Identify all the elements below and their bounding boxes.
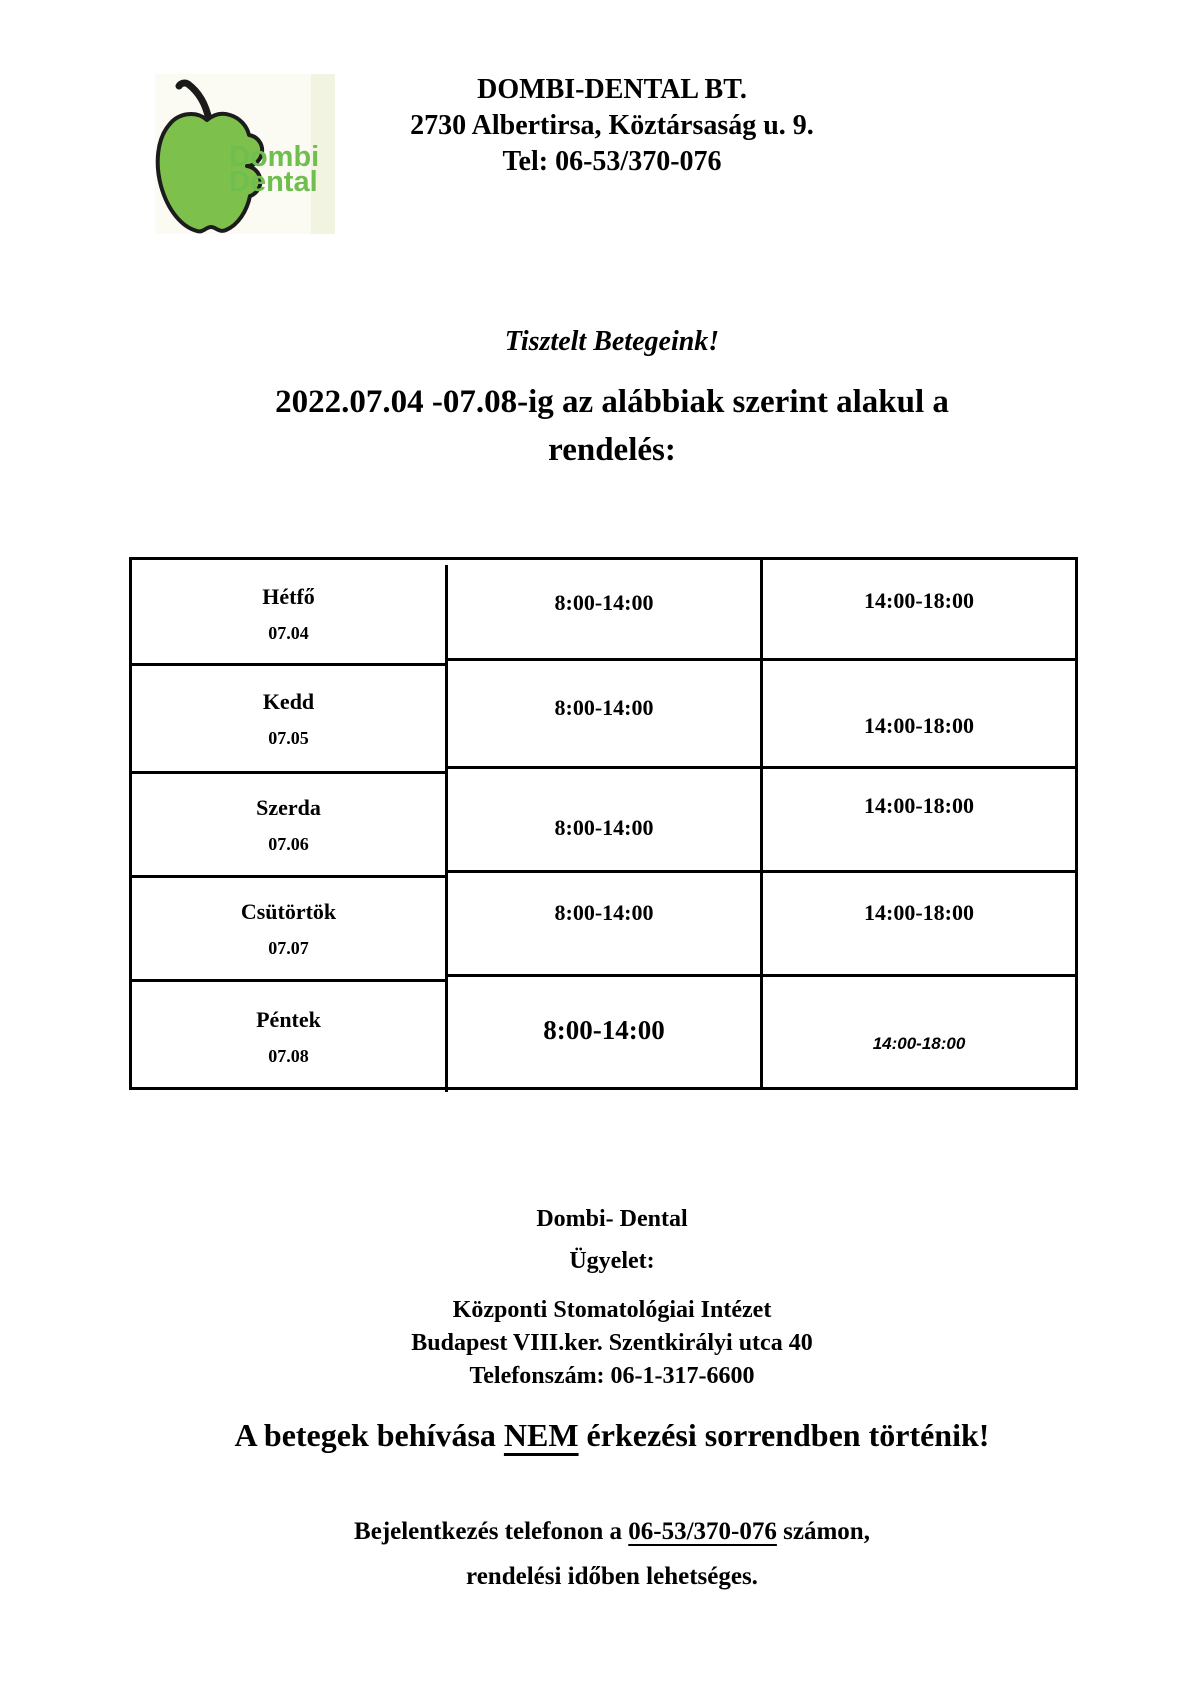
warning-prefix: A betegek behívása bbox=[234, 1417, 504, 1453]
booking-phone: 06-53/370-076 bbox=[628, 1518, 777, 1545]
day-date: 07.06 bbox=[268, 833, 309, 854]
day-date: 07.04 bbox=[268, 623, 309, 643]
afternoon-hours: 14:00-18:00 bbox=[872, 1034, 966, 1053]
calling-order-warning bbox=[130, 1417, 1094, 1454]
morning-hours-cell bbox=[448, 769, 763, 873]
company-phone: Tel: 06-53/370-076 bbox=[502, 146, 722, 177]
morning-hours-cell bbox=[448, 661, 763, 769]
afternoon-hours-cell bbox=[763, 977, 1075, 1087]
logo-text-line1: Dombi bbox=[229, 141, 320, 173]
day-date: 07.07 bbox=[268, 937, 309, 958]
duty-institute-address: Budapest VIII.ker. Szentkirályi utca 40 bbox=[411, 1330, 813, 1356]
warning-suffix: érkezési sorrendben történik! bbox=[578, 1417, 990, 1453]
schedule-table bbox=[129, 557, 1078, 1090]
booking-suffix: számon, bbox=[776, 1518, 870, 1545]
duty-clinic-name: Dombi- Dental bbox=[536, 1206, 688, 1232]
company-address: 2730 Albertirsa, Köztársaság u. 9. bbox=[410, 110, 814, 141]
company-header bbox=[130, 72, 1094, 180]
duty-label: Ügyelet: bbox=[569, 1248, 655, 1274]
duty-institute-name: Központi Stomatológiai Intézet bbox=[452, 1297, 772, 1323]
warning-emphasis: NEM bbox=[503, 1417, 579, 1453]
morning-hours: 8:00-14:00 bbox=[543, 1014, 665, 1045]
day-cell bbox=[132, 982, 448, 1092]
day-name: Péntek bbox=[256, 1007, 321, 1032]
afternoon-hours-cell bbox=[763, 769, 1075, 873]
logo-text-line2: Dental bbox=[229, 166, 318, 198]
duty-institute-block bbox=[130, 1294, 1094, 1393]
day-cell bbox=[132, 878, 448, 982]
booking-info-line1 bbox=[130, 1518, 1094, 1546]
day-date: 07.05 bbox=[268, 727, 309, 748]
day-name: Kedd bbox=[262, 688, 315, 714]
booking-prefix: Bejelentkezés telefonon a bbox=[354, 1518, 629, 1545]
afternoon-hours-cell bbox=[763, 560, 1075, 661]
day-name: Szerda bbox=[256, 794, 321, 820]
day-cell bbox=[132, 774, 448, 878]
day-cell bbox=[132, 565, 448, 666]
salutation: Tisztelt Betegeink! bbox=[504, 326, 720, 357]
day-name: Hétfő bbox=[262, 584, 315, 609]
afternoon-hours: 14:00-18:00 bbox=[864, 712, 974, 738]
notice-title-line2: rendelés: bbox=[548, 432, 676, 468]
afternoon-hours: 14:00-18:00 bbox=[864, 792, 974, 818]
morning-hours: 8:00-14:00 bbox=[554, 814, 654, 840]
booking-info-line2: rendelési időben lehetséges. bbox=[466, 1563, 758, 1590]
day-cell bbox=[132, 666, 448, 774]
notice-title-line1: 2022.07.04 -07.08-ig az alábbiak szerint alakul a bbox=[275, 384, 949, 420]
morning-hours: 8:00-14:00 bbox=[554, 899, 654, 925]
afternoon-hours-cell bbox=[763, 873, 1075, 977]
day-name: Csütörtök bbox=[240, 898, 337, 924]
morning-hours-cell bbox=[448, 873, 763, 977]
company-name: DOMBI-DENTAL BT. bbox=[477, 74, 747, 105]
afternoon-hours: 14:00-18:00 bbox=[864, 899, 974, 925]
afternoon-hours: 14:00-18:00 bbox=[864, 588, 974, 613]
notice-title bbox=[130, 378, 1094, 474]
morning-hours-cell bbox=[448, 560, 763, 661]
afternoon-hours-cell bbox=[763, 661, 1075, 769]
morning-hours-cell bbox=[448, 977, 763, 1087]
day-date: 07.08 bbox=[268, 1046, 309, 1066]
morning-hours: 8:00-14:00 bbox=[554, 694, 654, 720]
duty-institute-phone: Telefonszám: 06-1-317-6600 bbox=[469, 1363, 755, 1389]
morning-hours: 8:00-14:00 bbox=[554, 590, 654, 615]
